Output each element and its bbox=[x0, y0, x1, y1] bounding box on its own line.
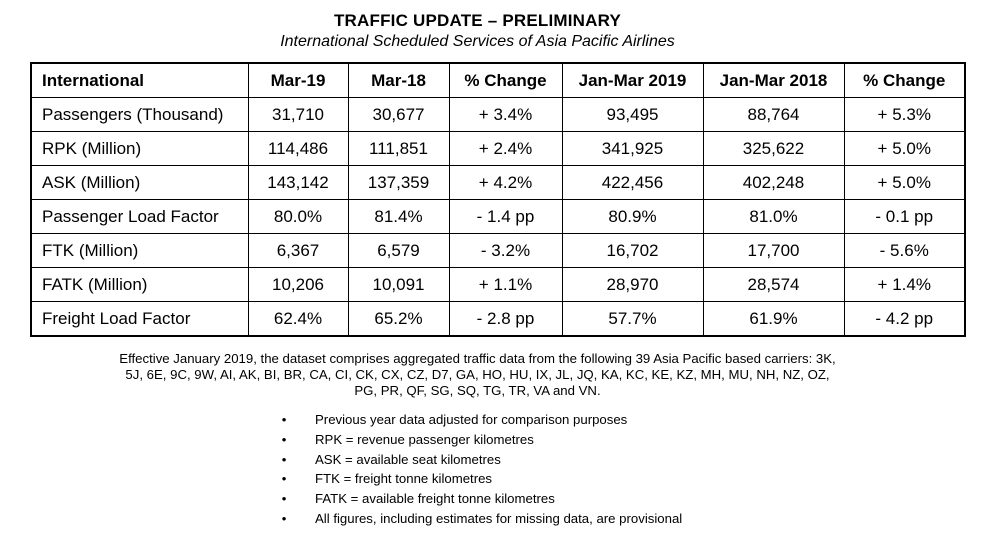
traffic-table bbox=[30, 62, 966, 337]
bullet-icon: • bbox=[281, 412, 287, 427]
column-header: Jan-Mar 2019 bbox=[562, 63, 703, 98]
table-cell: + 1.1% bbox=[449, 268, 562, 302]
table-row bbox=[31, 302, 965, 337]
column-header: % Change bbox=[449, 63, 562, 98]
list-item-text: RPK = revenue passenger kilometres bbox=[315, 431, 534, 447]
table-row bbox=[31, 98, 965, 132]
table-cell: 62.4% bbox=[248, 302, 348, 337]
row-label: Passengers (Thousand) bbox=[31, 98, 248, 132]
row-label: Passenger Load Factor bbox=[31, 200, 248, 234]
column-header: Mar-18 bbox=[348, 63, 449, 98]
note-line: Effective January 2019, the dataset comprises aggregated traffic data from the following 39 Asia Pacific based carriers: 3K, bbox=[119, 351, 836, 366]
table-cell: 28,970 bbox=[562, 268, 703, 302]
list-item bbox=[278, 430, 682, 450]
note-line: 5J, 6E, 9C, 9W, AI, AK, BI, BR, CA, CI, CK, CX, CZ, D7, GA, HO, HU, IX, JL, JQ, KA, KC, KE, KZ, MH, MU, NH, NZ, OZ, bbox=[125, 367, 830, 382]
bullet-icon: • bbox=[281, 431, 287, 447]
table-cell: 6,579 bbox=[348, 234, 449, 268]
table-cell: 65.2% bbox=[348, 302, 449, 337]
row-label: Freight Load Factor bbox=[31, 302, 248, 337]
list-item-text: ASK = available seat kilometres bbox=[315, 451, 501, 467]
table-cell: 16,702 bbox=[562, 234, 703, 268]
column-header: % Change bbox=[844, 63, 965, 98]
list-item bbox=[278, 450, 682, 470]
table-cell: - 0.1 pp bbox=[844, 200, 965, 234]
table-cell: 111,851 bbox=[348, 132, 449, 166]
table-cell: 88,764 bbox=[703, 98, 844, 132]
document-subtitle: International Scheduled Services of Asia Pacific Airlines bbox=[280, 33, 675, 50]
table-cell: 81.0% bbox=[703, 200, 844, 234]
table-row bbox=[31, 200, 965, 234]
bullet-icon: • bbox=[281, 471, 287, 487]
table-cell: 6,367 bbox=[248, 234, 348, 268]
table-cell: 137,359 bbox=[348, 166, 449, 200]
list-item bbox=[278, 489, 682, 509]
list-item-text: All figures, including estimates for missing data, are provisional bbox=[315, 510, 683, 526]
table-cell: 57.7% bbox=[562, 302, 703, 337]
table-cell: + 4.2% bbox=[449, 166, 562, 200]
table-cell: + 1.4% bbox=[844, 268, 965, 302]
list-item bbox=[278, 509, 682, 529]
table-cell: - 4.2 pp bbox=[844, 302, 965, 337]
table-cell: 325,622 bbox=[703, 132, 844, 166]
table-row bbox=[31, 234, 965, 268]
column-header: Mar-19 bbox=[248, 63, 348, 98]
table-row bbox=[31, 166, 965, 200]
table-row bbox=[31, 132, 965, 166]
table-cell: + 5.3% bbox=[844, 98, 965, 132]
table-cell: 61.9% bbox=[703, 302, 844, 337]
table-cell: 422,456 bbox=[562, 166, 703, 200]
table-cell: 80.0% bbox=[248, 200, 348, 234]
table-cell: 114,486 bbox=[248, 132, 348, 166]
column-header: Jan-Mar 2018 bbox=[703, 63, 844, 98]
bullet-icon: • bbox=[281, 451, 287, 467]
list-item-text: FTK = freight tonne kilometres bbox=[315, 471, 493, 487]
table-cell: - 3.2% bbox=[449, 234, 562, 268]
row-label: ASK (Million) bbox=[31, 166, 248, 200]
table-cell: 341,925 bbox=[562, 132, 703, 166]
table-cell: - 5.6% bbox=[844, 234, 965, 268]
row-label: FTK (Million) bbox=[31, 234, 248, 268]
table-cell: + 5.0% bbox=[844, 166, 965, 200]
table-cell: 31,710 bbox=[248, 98, 348, 132]
list-item-text: Previous year data adjusted for comparison purposes bbox=[315, 412, 628, 427]
table-cell: + 2.4% bbox=[449, 132, 562, 166]
row-label: FATK (Million) bbox=[31, 268, 248, 302]
table-cell: 28,574 bbox=[703, 268, 844, 302]
carriers-note bbox=[55, 351, 900, 399]
list-item bbox=[278, 410, 682, 430]
table-row bbox=[31, 268, 965, 302]
column-header: International bbox=[31, 63, 248, 98]
bullet-icon: • bbox=[281, 491, 287, 507]
list-item bbox=[278, 469, 682, 489]
table-cell: + 3.4% bbox=[449, 98, 562, 132]
table-cell: 80.9% bbox=[562, 200, 703, 234]
list-item-text: FATK = available freight tonne kilometres bbox=[315, 491, 555, 507]
table-cell: 81.4% bbox=[348, 200, 449, 234]
table-cell: 30,677 bbox=[348, 98, 449, 132]
table-cell: + 5.0% bbox=[844, 132, 965, 166]
table-cell: 10,206 bbox=[248, 268, 348, 302]
note-line: PG, PR, QF, SG, SQ, TG, TR, VA and VN. bbox=[354, 383, 601, 398]
table-cell: 17,700 bbox=[703, 234, 844, 268]
row-label: RPK (Million) bbox=[31, 132, 248, 166]
definitions-list bbox=[278, 410, 682, 529]
document-title: TRAFFIC UPDATE – PRELIMINARY bbox=[333, 11, 622, 30]
bullet-icon: • bbox=[281, 510, 287, 526]
table-cell: 10,091 bbox=[348, 268, 449, 302]
table-cell: 93,495 bbox=[562, 98, 703, 132]
table-cell: 402,248 bbox=[703, 166, 844, 200]
table-cell: - 1.4 pp bbox=[449, 200, 562, 234]
table-header-row bbox=[31, 63, 965, 98]
table-cell: - 2.8 pp bbox=[449, 302, 562, 337]
table-cell: 143,142 bbox=[248, 166, 348, 200]
